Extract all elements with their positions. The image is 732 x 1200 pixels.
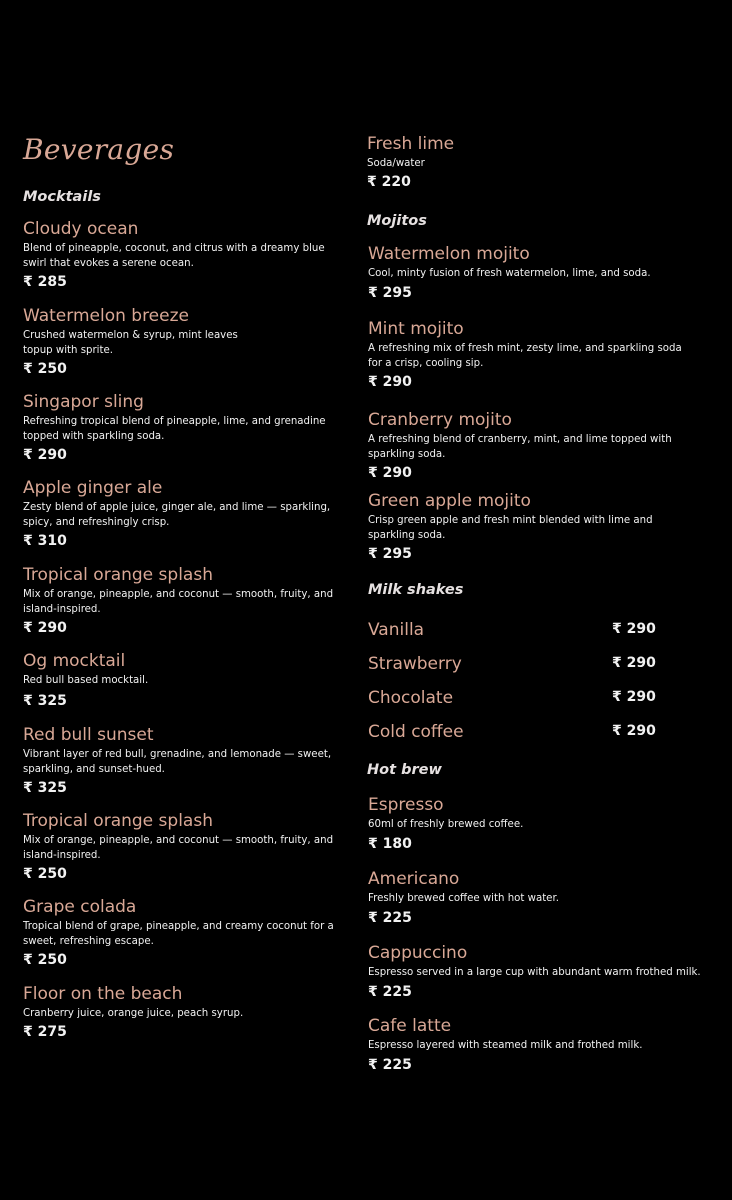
item-price: ₹ 250 bbox=[23, 361, 67, 377]
menu-item bbox=[368, 244, 713, 302]
menu-item bbox=[368, 491, 713, 563]
item-name: Mint mojito bbox=[368, 319, 464, 339]
menu-item bbox=[23, 392, 341, 464]
shake-row bbox=[368, 722, 713, 744]
menu-item bbox=[23, 478, 341, 550]
item-description: Vibrant layer of red bull, grenadine, and lemonade — sweet, sparkling, and sunset-hued. bbox=[23, 749, 332, 775]
item-price: ₹ 290 bbox=[23, 447, 67, 463]
item-price: ₹ 325 bbox=[23, 780, 67, 796]
item-name: Cold coffee bbox=[368, 722, 464, 742]
menu-item bbox=[23, 651, 341, 710]
item-price: ₹ 220 bbox=[367, 174, 411, 190]
item-description: Refreshing tropical blend of pineapple, lime, and grenadine topped with sparkling soda. bbox=[23, 416, 326, 442]
item-price: ₹ 225 bbox=[368, 984, 412, 1000]
item-description: Espresso served in a large cup with abundant warm frothed milk. bbox=[368, 967, 701, 978]
shake-row bbox=[368, 654, 713, 676]
item-price: ₹ 295 bbox=[368, 546, 412, 562]
item-description: Tropical blend of grape, pineapple, and creamy coconut for a sweet, refreshing escape. bbox=[23, 921, 334, 947]
menu-item bbox=[23, 897, 341, 969]
section-heading-milk-shakes: Milk shakes bbox=[368, 582, 464, 598]
page-title: Beverages bbox=[23, 133, 175, 166]
section-heading-mojitos: Mojitos bbox=[367, 213, 427, 229]
item-name: Og mocktail bbox=[23, 651, 126, 671]
shake-row bbox=[368, 688, 713, 710]
item-description: A refreshing blend of cranberry, mint, and lime topped with sparkling soda. bbox=[368, 434, 672, 460]
menu-item bbox=[368, 1016, 713, 1074]
item-description: A refreshing mix of fresh mint, zesty lime, and sparkling soda for a crisp, cooling sip. bbox=[368, 343, 682, 369]
item-name: Tropical orange splash bbox=[23, 811, 213, 831]
item-description: Espresso layered with steamed milk and frothed milk. bbox=[368, 1040, 643, 1051]
item-price: ₹ 290 bbox=[612, 655, 656, 671]
menu-item bbox=[23, 219, 341, 291]
item-price: ₹ 290 bbox=[368, 465, 412, 481]
item-description: Red bull based mocktail. bbox=[23, 675, 149, 686]
item-name: Espresso bbox=[368, 795, 444, 815]
item-price: ₹ 290 bbox=[612, 723, 656, 739]
item-price: ₹ 275 bbox=[23, 1024, 67, 1040]
item-name: Cafe latte bbox=[368, 1016, 452, 1036]
item-name: Vanilla bbox=[368, 620, 425, 640]
item-price: ₹ 250 bbox=[23, 866, 67, 882]
item-name: Cloudy ocean bbox=[23, 219, 139, 239]
menu-item bbox=[368, 795, 713, 853]
item-name: Tropical orange splash bbox=[23, 565, 213, 585]
menu-item bbox=[368, 410, 713, 482]
item-name: Apple ginger ale bbox=[23, 478, 163, 498]
item-name: Singapor sling bbox=[23, 392, 144, 412]
item-price: ₹ 290 bbox=[368, 374, 412, 390]
item-name: Cranberry mojito bbox=[368, 410, 512, 430]
item-name: Watermelon breeze bbox=[23, 306, 189, 326]
item-description: Mix of orange, pineapple, and coconut — smooth, fruity, and island-inspired. bbox=[23, 835, 334, 861]
menu-item bbox=[23, 725, 341, 797]
item-name: Grape colada bbox=[23, 897, 137, 917]
item-price: ₹ 250 bbox=[23, 952, 67, 968]
section-heading-hot-brew: Hot brew bbox=[367, 762, 442, 778]
item-price: ₹ 180 bbox=[368, 836, 412, 852]
item-price: ₹ 290 bbox=[612, 621, 656, 637]
item-description: Blend of pineapple, coconut, and citrus with a dreamy blue swirl that evokes a serene ocean. bbox=[23, 243, 325, 269]
item-price: ₹ 290 bbox=[23, 620, 67, 636]
item-description: Mix of orange, pineapple, and coconut — smooth, fruity, and island-inspired. bbox=[23, 589, 334, 615]
item-price: ₹ 325 bbox=[23, 693, 67, 709]
menu-item bbox=[23, 565, 341, 637]
item-price: ₹ 285 bbox=[23, 274, 67, 290]
item-name: Floor on the beach bbox=[23, 984, 183, 1004]
item-name: Watermelon mojito bbox=[368, 244, 530, 264]
item-description: Soda/water bbox=[367, 158, 425, 169]
item-name: Chocolate bbox=[368, 688, 454, 708]
item-description: 60ml of freshly brewed coffee. bbox=[368, 819, 524, 830]
menu-item bbox=[368, 319, 713, 391]
menu-item bbox=[368, 869, 713, 927]
item-name: Red bull sunset bbox=[23, 725, 154, 745]
item-price: ₹ 225 bbox=[368, 910, 412, 926]
menu-item bbox=[367, 134, 713, 191]
item-name: Fresh lime bbox=[367, 134, 455, 154]
menu-item bbox=[23, 984, 341, 1041]
item-price: ₹ 310 bbox=[23, 533, 67, 549]
item-description: Cranberry juice, orange juice, peach syrup. bbox=[23, 1008, 244, 1019]
item-price: ₹ 225 bbox=[368, 1057, 412, 1073]
section-heading-mocktails: Mocktails bbox=[23, 189, 101, 205]
menu-item bbox=[23, 306, 341, 378]
menu-item bbox=[368, 943, 713, 1001]
item-name: Americano bbox=[368, 869, 460, 889]
item-name: Cappuccino bbox=[368, 943, 468, 963]
item-price: ₹ 295 bbox=[368, 285, 412, 301]
item-description: Crisp green apple and fresh mint blended with lime and sparkling soda. bbox=[368, 515, 653, 541]
menu-item bbox=[23, 811, 341, 883]
item-description: Cool, minty fusion of fresh watermelon, lime, and soda. bbox=[368, 268, 651, 279]
item-description: Zesty blend of apple juice, ginger ale, and lime — sparkling, spicy, and refreshingly crisp. bbox=[23, 502, 331, 528]
item-description: Crushed watermelon & syrup, mint leaves topup with sprite. bbox=[23, 330, 238, 356]
item-description: Freshly brewed coffee with hot water. bbox=[368, 893, 559, 904]
item-name: Green apple mojito bbox=[368, 491, 531, 511]
item-name: Strawberry bbox=[368, 654, 462, 674]
shake-row bbox=[368, 620, 713, 642]
item-price: ₹ 290 bbox=[612, 689, 656, 705]
